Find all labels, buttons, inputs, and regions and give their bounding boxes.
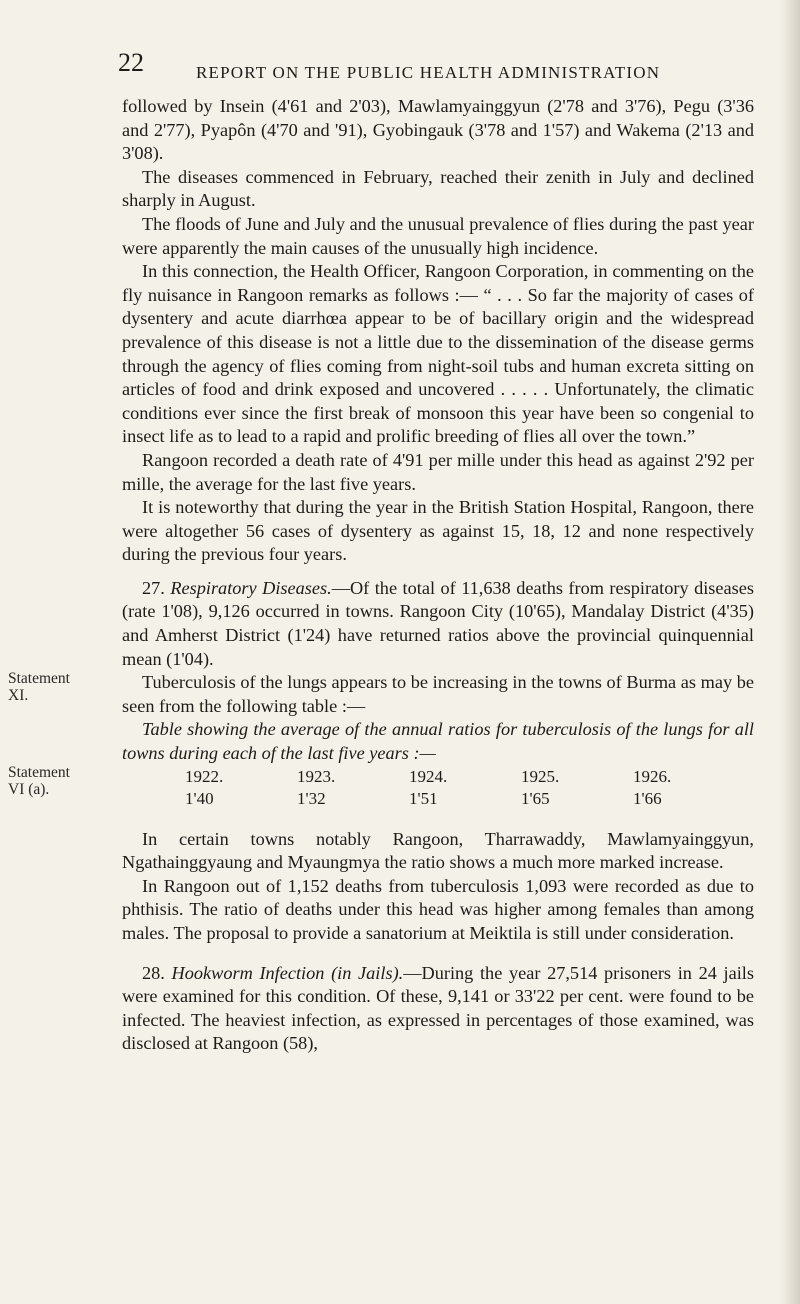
table-year: 1923. xyxy=(297,766,336,786)
table-year: 1922. xyxy=(185,766,224,786)
paragraph: It is noteworthy that during the year in the British Station Hospital, Rangoon, there were altogether 56 cases of dysentery as against 15, 18, 12 and none respectively during the previous four years. xyxy=(122,497,754,565)
margin-note-line: Statement xyxy=(8,670,70,687)
page-header xyxy=(0,48,800,88)
margin-note-line: XI. xyxy=(8,687,29,704)
running-head: REPORT ON THE PUBLIC HEALTH ADMINISTRATION xyxy=(196,63,661,82)
table-caption: Table showing the average of the annual ratios for tuberculosis of the lungs for all towns during each of the last five years :— xyxy=(122,719,754,764)
table-ratio: 1'40 xyxy=(185,788,214,808)
paragraph: Rangoon recorded a death rate of 4'91 per mille under this head as against 2'92 per mille, the average for the last five years. xyxy=(122,449,754,494)
paragraph: In this connection, the Health Officer, Rangoon Corporation, in commenting on the fly nuisance in Rangoon remarks as follows :— “ . . . So far the majority of cases of dysentery and acute diarrhœa appear to be of bacillary origin and the widespread prevalence of this disease is not a little due to the dissemination of the disease germs through the agency of flies coming from night-soil tubs and human excreta sitting on articles of food and drink exposed and uncovered . . . . . Unfortunately, the climatic conditions ever since the first break of monsoon this year have been so congenial to insect life as to lead to a rapid and prolific breeding of flies all over the town.” xyxy=(122,261,754,447)
paragraph: The floods of June and July and the unusual prevalence of flies during the past year were apparently the main causes of the unusually high incidence. xyxy=(122,213,754,258)
section-text: —During the year 27,514 prisoners in 24 jails were examined for this condition. Of these, 9,141 or 33'22 per cent. were found to be infected. The heaviest infection, as expressed in percentages of those examined, was disclosed at Rangoon (58), xyxy=(122,962,754,1054)
body-text xyxy=(122,95,754,1056)
table-ratio: 1'65 xyxy=(521,788,550,808)
table-ratio: 1'66 xyxy=(633,788,662,808)
paragraph: followed by Insein (4'61 and 2'03), Mawlamyainggyun (2'78 and 3'76), Pegu (3'36 and 2'77), Pyapôn (4'70 and '91), Gyobingauk (3'78 and 1'57) and Wakema (2'13 and 3'08). xyxy=(122,96,754,164)
table-ratio: 1'51 xyxy=(409,788,438,808)
margin-note-line: Statement xyxy=(8,764,70,781)
paragraph: In Rangoon out of 1,152 deaths from tuberculosis 1,093 were recorded as due to phthisis. The ratio of deaths under this head was higher among females than among males. The proposal to provide a sanatorium at Meiktila is still under consideration. xyxy=(122,875,754,943)
section-heading: Hookworm Infection (in Jails). xyxy=(171,962,404,983)
section-27-paragraph xyxy=(122,577,754,671)
table-year: 1924. xyxy=(409,766,448,786)
margin-note-statement-xi xyxy=(8,670,70,704)
table-year: 1926. xyxy=(633,766,672,786)
paragraph: Tuberculosis of the lungs appears to be increasing in the towns of Burma as may be seen from the following table :— xyxy=(122,672,754,716)
table-year: 1925. xyxy=(521,766,560,786)
section-heading: Respiratory Diseases. xyxy=(170,577,332,598)
table-ratio: 1'32 xyxy=(297,788,326,808)
margin-note-statement-vi xyxy=(8,764,70,798)
paragraph: The diseases commenced in February, reached their zenith in July and declined sharply in August. xyxy=(122,166,754,211)
tuberculosis-ratio-table xyxy=(185,766,745,810)
section-number: 28. xyxy=(142,962,165,983)
page-number: 22 xyxy=(118,48,144,77)
section-28-paragraph xyxy=(122,962,754,1056)
page-edge-shadow xyxy=(780,0,800,1304)
section-number: 27. xyxy=(142,577,165,598)
margin-note-line: VI (a). xyxy=(8,781,50,798)
section-text: —Of the total of 11,638 deaths from respiratory diseases (rate 1'08), 9,126 occurred in towns. Rangoon City (10'65), Mandalay District (4'35) and Amherst District (1'24) have returned ratios above the provincial quinquennial mean (1'04). xyxy=(122,577,754,669)
paragraph: In certain towns notably Rangoon, Tharrawaddy, Mawlamyainggyun, Ngathainggyaung and Myaungmya the ratio shows a much more marked increase. xyxy=(122,828,754,873)
